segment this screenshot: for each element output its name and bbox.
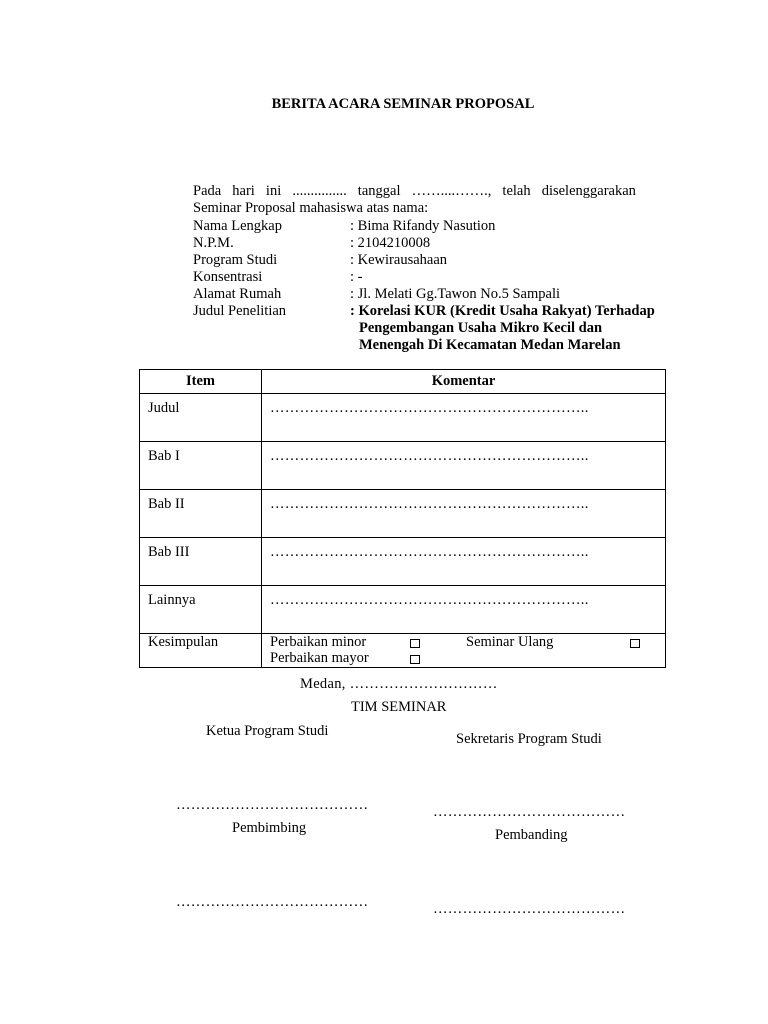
table-row: [140, 538, 666, 586]
signature-sekretaris-title: Sekretaris Program Studi: [456, 731, 602, 747]
checkbox-seminar-ulang[interactable]: [630, 635, 640, 652]
field-label-npm: N.P.M.: [193, 235, 234, 251]
field-label-judul: Judul Penelitian: [193, 303, 287, 319]
row-comment[interactable]: ………………………………………………………..: [262, 490, 666, 538]
field-value-judul-line3: Menengah Di Kecamatan Medan Marelan: [359, 337, 621, 353]
document-title: BERITA ACARA SEMINAR PROPOSAL: [271, 96, 535, 112]
table-row: [140, 442, 666, 490]
row-item: Bab III: [140, 538, 262, 586]
field-label-nama: Nama Lengkap: [193, 218, 282, 234]
signature-line-sekretaris: …………………………………: [433, 804, 626, 820]
field-value-judul-line2: Pengembangan Usaha Mikro Kecil dan: [359, 320, 603, 336]
option-seminar-ulang-label: Seminar Ulang: [466, 634, 554, 650]
intro-word: tanggal: [357, 183, 401, 199]
kesimpulan-label: Kesimpulan: [140, 634, 262, 668]
table-row: [140, 586, 666, 634]
field-value-alamat: : Jl. Melati Gg.Tawon No.5 Sampali: [350, 286, 561, 302]
row-item: Bab I: [140, 442, 262, 490]
field-value-judul: : Korelasi KUR (Kredit Usaha Rakyat) Terhadap: [350, 303, 655, 319]
field-label-alamat: Alamat Rumah: [193, 286, 282, 302]
checkbox-perbaikan-minor[interactable]: [410, 635, 420, 652]
intro-line-1: [193, 183, 636, 200]
row-comment[interactable]: ………………………………………………………..: [262, 538, 666, 586]
field-value-npm: : 2104210008: [350, 235, 431, 251]
header-komentar: Komentar: [262, 370, 666, 394]
row-item: Lainnya: [140, 586, 262, 634]
signature-pembimbing-title: Pembimbing: [232, 820, 307, 836]
row-comment[interactable]: ………………………………………………………..: [262, 586, 666, 634]
table-header-row: [140, 370, 666, 394]
intro-line-2: Seminar Proposal mahasiswa atas nama:: [193, 200, 429, 216]
row-comment[interactable]: ………………………………………………………..: [262, 442, 666, 490]
intro-word: telah: [502, 183, 531, 199]
row-item: Bab II: [140, 490, 262, 538]
signature-line-pembanding: …………………………………: [433, 901, 626, 917]
signature-pembanding-title: Pembanding: [495, 827, 568, 843]
signature-line-ketua: …………………………………: [176, 797, 369, 813]
field-value-nama: : Bima Rifandy Nasution: [350, 218, 496, 234]
option-perbaikan-minor-label: Perbaikan minor: [270, 634, 367, 650]
signature-ketua-title: Ketua Program Studi: [206, 723, 329, 739]
checkbox-perbaikan-mayor[interactable]: [410, 651, 420, 668]
field-value-prodi: : Kewirausahaan: [350, 252, 448, 268]
intro-blank-day: ...............: [292, 183, 347, 199]
intro-word: ini: [265, 183, 282, 199]
row-item: Judul: [140, 394, 262, 442]
signature-line-pembimbing: …………………………………: [176, 894, 369, 910]
option-perbaikan-mayor-label: Perbaikan mayor: [270, 650, 369, 666]
team-title: TIM SEMINAR: [351, 699, 447, 715]
table-row: [140, 394, 666, 442]
header-item: Item: [140, 370, 262, 394]
place-date: Medan, …………………………: [300, 676, 498, 692]
intro-word: Pada: [193, 183, 222, 199]
row-comment[interactable]: ………………………………………………………..: [262, 394, 666, 442]
kesimpulan-options: [262, 634, 666, 668]
comment-table: [139, 369, 666, 668]
field-label-konsentrasi: Konsentrasi: [193, 269, 263, 285]
table-row: [140, 490, 666, 538]
field-value-konsentrasi: : -: [350, 269, 363, 285]
field-label-prodi: Program Studi: [193, 252, 278, 268]
kesimpulan-row: [140, 634, 666, 668]
intro-word: diselenggarakan: [541, 183, 636, 199]
intro-blank-date: ……....…….,: [411, 183, 492, 199]
intro-paragraph: [193, 183, 636, 217]
intro-word: hari: [232, 183, 255, 199]
